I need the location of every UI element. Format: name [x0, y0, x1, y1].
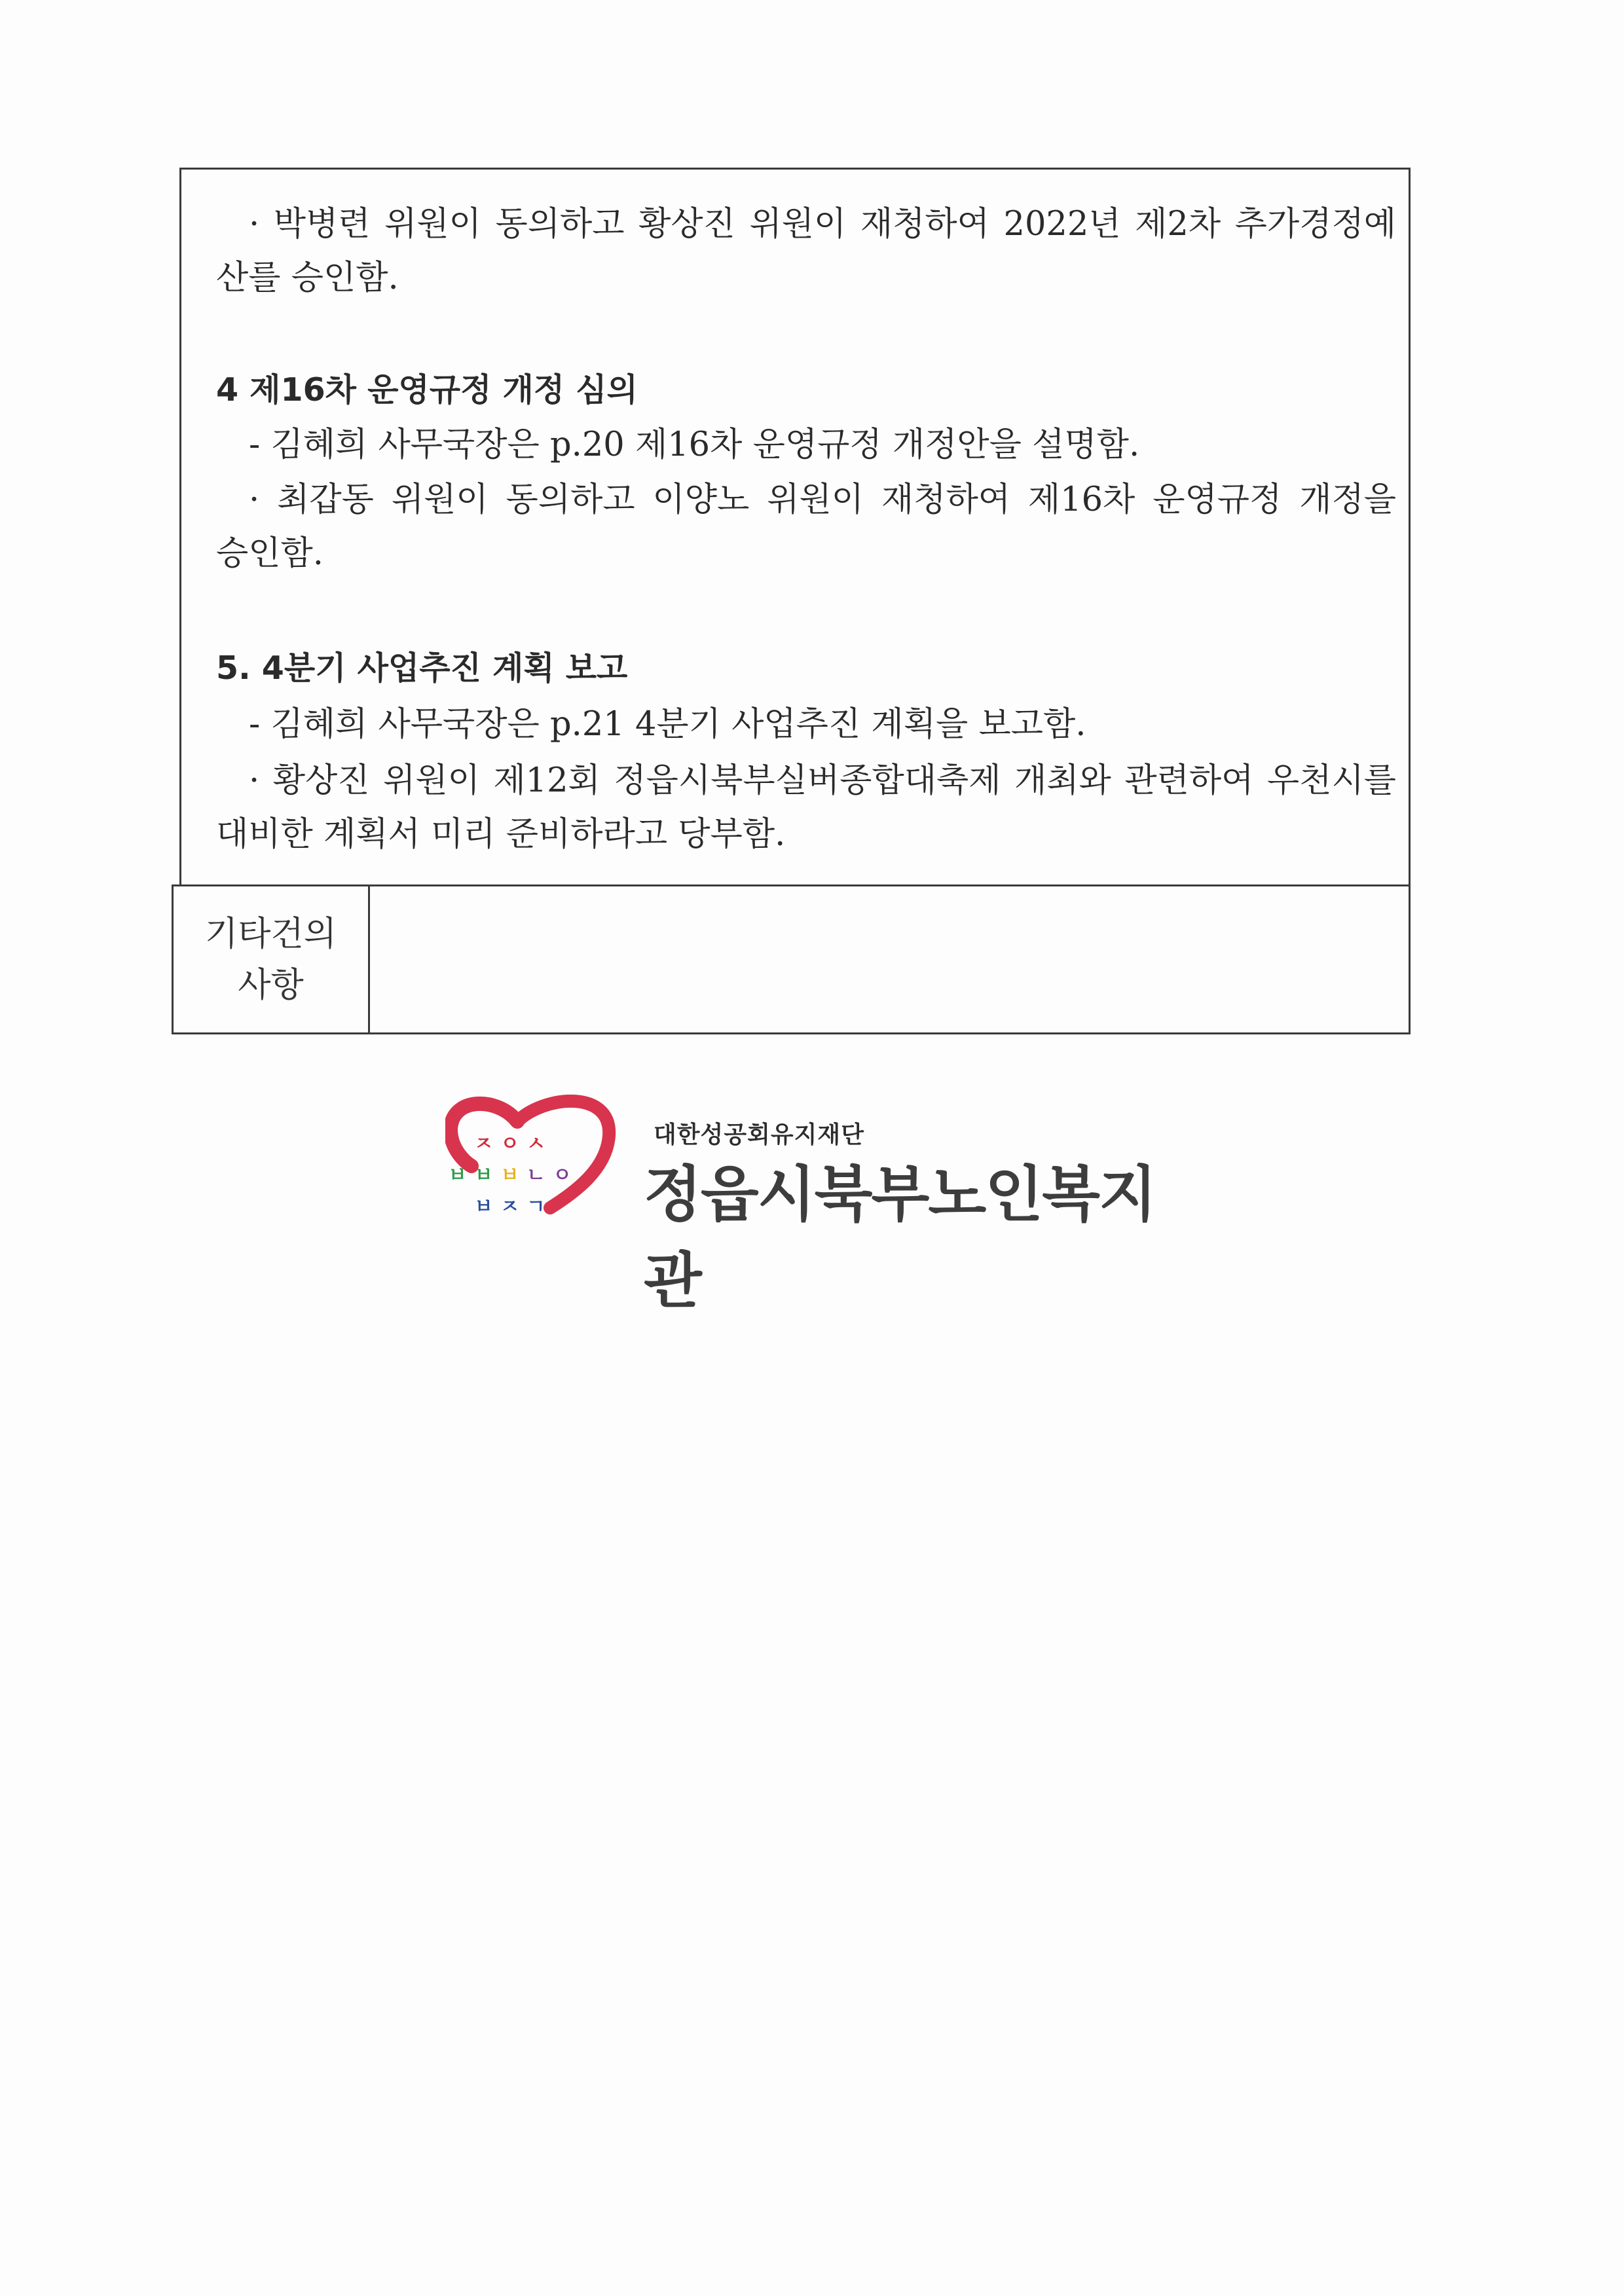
other-matters-label-line1: 기타건의 — [205, 914, 337, 954]
logo-organization-name: 대한성공회유지재단 — [654, 1121, 864, 1148]
emblem-letter-nieun: ㄴ — [526, 1164, 545, 1187]
logo-center-name: 정읍시북부노인복지관 — [644, 1159, 1156, 1316]
emblem-letter-jieut: ㅈ — [474, 1133, 493, 1156]
emblem-letter-giyeok: ㄱ — [526, 1195, 545, 1218]
emblem-letter-ieung-2: ㅇ — [553, 1164, 572, 1187]
section5-request-line2: 대비한 계획서 미리 준비하라고 당부함. — [216, 815, 786, 854]
section4-heading: 4 제16차 운영규정 개정 심의 — [216, 371, 638, 409]
emblem-letter-siot: ㅅ — [526, 1133, 545, 1156]
section4-resolution-line1: · 최갑동 위원이 동의하고 이양노 위원이 재청하여 제16차 운영규정 개정을 — [249, 481, 1396, 519]
section5-report: - 김혜희 사무국장은 p.21 4분기 사업추진 계획을 보고함. — [249, 705, 1086, 744]
other-matters-value — [370, 886, 1409, 1032]
emblem-letter-bieup-4: ㅂ — [474, 1195, 493, 1218]
emblem-letter-bieup-3: ㅂ — [500, 1164, 519, 1187]
section4-resolution-line2: 승인함. — [216, 534, 324, 573]
section4-explanation: - 김혜희 사무국장은 p.20 제16차 운영규정 개정안을 설명함. — [249, 426, 1140, 464]
section5-heading: 5. 4분기 사업추진 계획 보고 — [216, 649, 628, 687]
emblem-letter-ieung-1: ㅇ — [500, 1133, 519, 1156]
other-matters-label-line2: 사항 — [238, 965, 304, 1005]
other-matters-label — [174, 886, 370, 1032]
heart-emblem-icon — [445, 1084, 622, 1234]
section5-request-line1: · 황상진 위원이 제12회 정읍시북부실버종합대축제 개최와 관련하여 우천시를 — [249, 761, 1396, 800]
other-matters-row — [172, 884, 1411, 1034]
emblem-letter-jieut-2: ㅈ — [500, 1195, 519, 1218]
section3-resolution-line1: · 박병련 위원이 동의하고 황상진 위원이 재청하여 2022년 제2차 추가경정예 — [249, 205, 1396, 244]
emblem-letter-bieup-2: ㅂ — [474, 1164, 493, 1187]
section3-resolution-line2: 산를 승인함. — [216, 259, 399, 297]
emblem-letter-bieup-1: ㅂ — [448, 1164, 467, 1187]
organization-logo — [445, 1084, 1198, 1316]
